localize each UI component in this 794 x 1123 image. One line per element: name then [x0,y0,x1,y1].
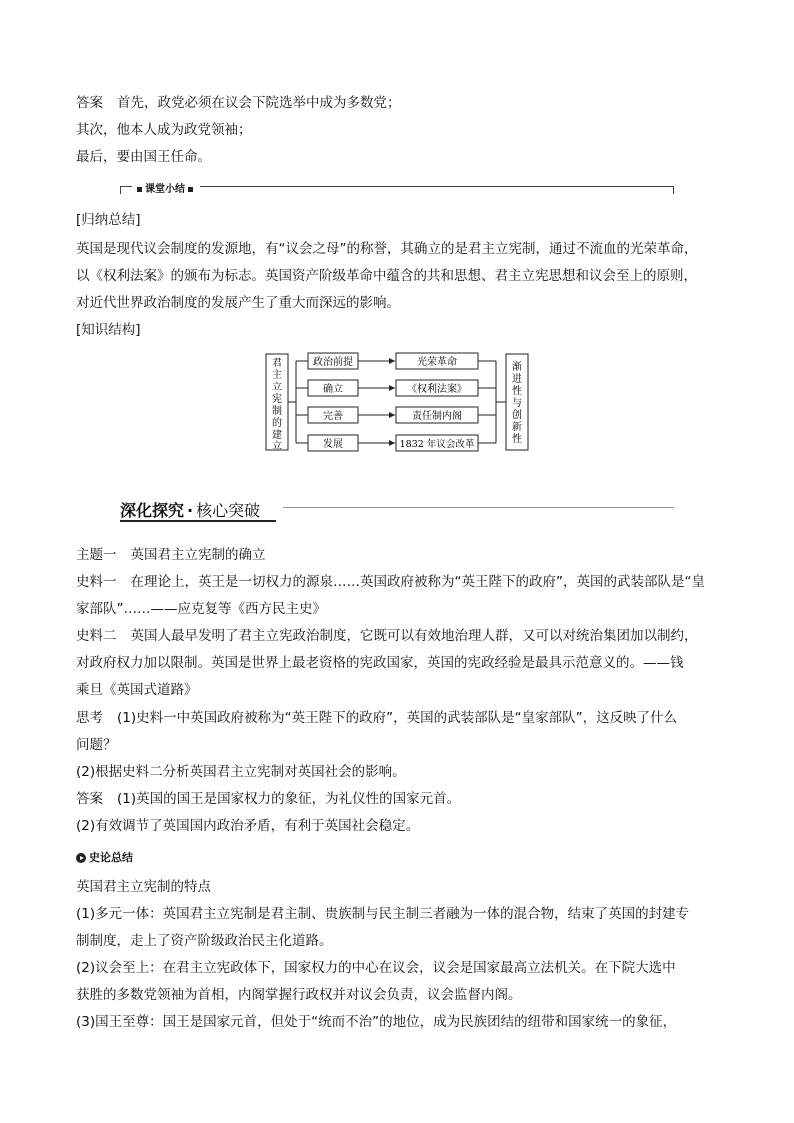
source1-line-2: 家部队”……——应克复等《西方民主史》 [76,601,326,617]
svg-text:立: 立 [272,382,282,393]
answer2-line-2: (2)有效调节了英国国内政治矛盾，有利于英国社会稳定。 [76,818,420,834]
diagram-content-3: 责任制内阁 [412,411,462,422]
svg-text:君: 君 [272,358,282,369]
svg-text:与: 与 [512,398,522,409]
diagram-content-2: 《权利法案》 [407,384,467,395]
diagram-row-2 [296,380,496,396]
history-p3-line-1: (3)国王至尊：国王是国家元首，但处于“统而不治”的地位，成为民族团结的纽带和国家统一的象征， [76,1014,677,1030]
history-p2-line-2: 获胜的多数党领袖为首相，内阁掌握行政权并对议会负责，议会监督内阁。 [76,987,522,1003]
section-heading: 深化探究 · 核心突破 [120,501,261,520]
source2-line-2: 对政府权力加以限制。英国是世界上最老资格的宪政国家，英国的宪政经验是最具示范意义的。——钱 [76,655,684,671]
svg-text:性: 性 [512,386,522,397]
answer2-line-1: 答案 (1)英国的国王是国家权力的象征，为礼仪性的国家元首。 [76,791,461,807]
svg-text:建: 建 [272,430,282,441]
history-summary-tag: 史论总结 [76,849,133,865]
history-p1-line-1: (1)多元一体：英国君主立宪制是君主制、贵族制与民主制三者融为一体的混合物，结束了英国的封建专 [76,906,690,922]
summary-para-line-2: 以《权利法案》的颁布为标志。英国资产阶级革命中蕴含的共和思想、君主立宪思想和议会至上的原则， [76,268,697,284]
diagram-row-4 [296,435,496,451]
diagram-left-text [272,357,282,452]
induction-title: [归纳总结] [76,212,141,228]
source2-line-1: 史料二 英国人最早发明了君主立宪政治制度，它既可以有效地治理人群，又可以对统治集团加以制约， [76,628,698,644]
answer-line-1 [76,93,401,113]
diagram-row-1 [296,353,496,369]
svg-text:立: 立 [272,441,282,452]
lesson-summary-tag: 课堂小结 [134,180,196,195]
svg-text:宪: 宪 [272,394,282,405]
svg-text:创: 创 [512,410,522,421]
section-heading-rule [283,507,674,508]
think-q1-line-1: 思考 (1)史料一中英国政府被称为“英王陛下的政府”，英国的武装部队是“皇家部队”，这反映了什么 [76,710,678,726]
diagram-stage-1: 政治前提 [313,357,353,368]
diagram-stage-2: 确立 [323,384,343,395]
play-circle-icon [76,853,86,863]
diagram-stage-4: 发展 [323,439,343,450]
svg-text:进: 进 [512,374,522,385]
diagram-right-text [512,361,522,445]
svg-text:性: 性 [512,434,522,445]
history-summary-title: 英国君主立宪制的特点 [76,879,211,895]
knowledge-structure-diagram [262,350,532,455]
answer-text: 首先，政党必须在议会下院选举中成为多数党； [117,95,401,111]
think-q1-line-2: 问题？ [76,737,117,753]
history-p1-line-2: 制制度，走上了资产阶级政治民主化道路。 [76,933,333,949]
svg-text:渐: 渐 [512,362,522,373]
svg-text:主: 主 [272,370,282,381]
answer-label: 答案 [76,95,103,111]
source2-line-3: 乘旦《英国式道路》 [76,682,198,698]
answer-line-3: 最后，要由国王任命。 [76,149,211,165]
history-p2-line-1: (2)议会至上：在君主立宪政体下，国家权力的中心在议会，议会是国家最高立法机关。在下院大选中 [76,960,676,976]
diagram-stage-3: 完善 [323,411,343,422]
source1-line-1: 史料一 在理论上，英王是一切权力的源泉……英国政府被称为“英王陛下的政府”，英国的武装部队是“皇 [76,574,705,590]
section-heading-underline [120,520,276,522]
svg-text:新: 新 [512,422,522,433]
structure-title: [知识结构] [76,322,141,338]
topic-line: 主题一 英国君主立宪制的确立 [76,547,266,563]
svg-text:制: 制 [272,406,282,417]
diagram-content-4: 1832 年议会改革 [399,439,475,450]
diagram-row-3 [296,407,496,423]
answer-line-2: 其次，他本人成为政党领袖； [76,122,252,138]
summary-para-line-1: 英国是现代议会制度的发源地，有“议会之母”的称誉，其确立的是君主立宪制，通过不流血的光荣革命， [76,241,698,257]
diagram-content-1: 光荣革命 [417,357,457,368]
summary-para-line-3: 对近代世界政治制度的发展产生了重大而深远的影响。 [76,295,400,311]
think-q2: (2)根据史料二分析英国君主立宪制对英国社会的影响。 [76,764,406,780]
svg-text:的: 的 [272,418,282,429]
